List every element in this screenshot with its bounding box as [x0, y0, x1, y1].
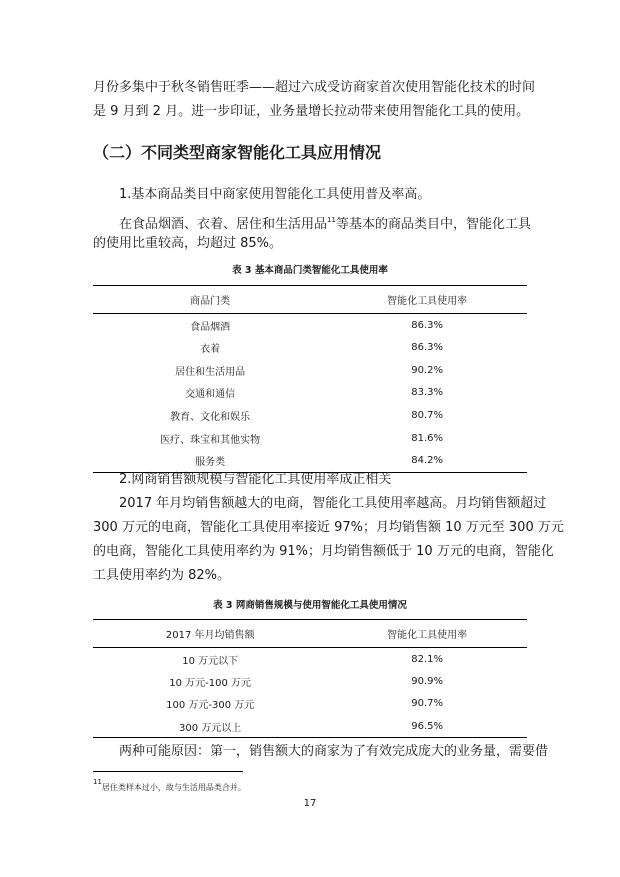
category-cell: 10 万元以下 — [182, 655, 239, 667]
paragraph-line: 两种可能原因：第一，销售额大的商家为了有效完成庞大的业务量，需要借 — [119, 744, 549, 759]
rate-cell: 90.9% — [411, 675, 444, 687]
table-row — [93, 404, 527, 427]
category-cell: 教育、文化和娱乐 — [170, 412, 251, 424]
rate-cell: 90.2% — [411, 364, 444, 376]
footnote-divider — [93, 771, 243, 772]
rate-cell: 90.7% — [411, 698, 444, 710]
rate-cell: 86.3% — [411, 319, 444, 331]
category-cell: 衣着 — [200, 344, 221, 356]
paragraph-text: 在食品烟酒、衣着、居住和生活用品 — [119, 217, 328, 232]
table-row — [93, 693, 527, 716]
paragraph-line: 月份多集中于秋冬销售旺季——超过六成受访商家首次使用智能化技术的时间 — [93, 80, 536, 95]
table-caption-1: 表 3 基本商品门类智能化工具使用率 — [232, 265, 388, 276]
table-row — [93, 382, 527, 405]
rate-cell: 86.3% — [411, 342, 444, 354]
category-cell: 居住和生活用品 — [175, 366, 246, 378]
table-caption-2: 表 3 网商销售规模与使用智能化工具使用情况 — [213, 600, 407, 611]
category-cell: 10 万元-100 万元 — [169, 677, 252, 689]
table-row — [93, 427, 527, 450]
category-cell: 100 万元-300 万元 — [166, 700, 255, 712]
category-cell: 300 万元以上 — [179, 722, 242, 734]
category-cell: 服务类 — [195, 457, 226, 469]
rate-cell: 82.1% — [411, 653, 444, 665]
category-cell: 医疗、珠宝和其他实物 — [160, 434, 261, 446]
subsection-title-1: 1.基本商品类目中商家使用智能化工具使用普及率高。 — [119, 187, 431, 202]
table-row — [93, 359, 527, 382]
table-row — [93, 336, 527, 359]
footnote-marker: 11 — [93, 778, 102, 786]
paragraph-line: 的使用比重较高，均超过 85%。 — [93, 236, 283, 251]
table-category-usage — [93, 285, 527, 473]
section-heading: （二）不同类型商家智能化工具应用情况 — [93, 143, 382, 162]
footnote — [93, 778, 246, 793]
table-header-row — [93, 620, 527, 648]
table-header-row — [93, 286, 527, 314]
rate-cell: 81.6% — [411, 432, 444, 444]
paragraph-line: 工具使用率约为 82%。 — [93, 568, 231, 583]
column-header: 商品门类 — [190, 296, 231, 307]
paragraph-line: 300 万元的电商，智能化工具使用率接近 97%；月均销售额 10 万元至 300 万元 — [93, 520, 564, 535]
category-cell: 交通和通信 — [185, 389, 236, 401]
table-row — [93, 670, 527, 693]
column-header: 2017 年月均销售额 — [165, 630, 255, 641]
category-cell: 食品烟酒 — [190, 321, 231, 333]
table-sales-scale-usage — [93, 619, 527, 738]
footnote-reference: 11 — [327, 216, 336, 224]
rate-cell: 80.7% — [411, 410, 444, 422]
rate-cell: 96.5% — [411, 720, 444, 732]
footnote-text: 居住类样本过小，故与生活用品类合并。 — [101, 783, 246, 792]
table-row — [93, 715, 527, 738]
table-body — [93, 314, 527, 473]
subsection-title-2: 2.网商销售额规模与智能化工具使用率成正相关 — [119, 472, 392, 487]
table-body — [93, 648, 527, 738]
page-number: 17 — [303, 798, 317, 809]
table-row — [93, 314, 527, 337]
column-header: 智能化工具使用率 — [387, 296, 468, 307]
paragraph-text: 等基本的商品类目中，智能化工具 — [335, 217, 531, 232]
paragraph-line: 的电商，智能化工具使用率约为 91%；月均销售额低于 10 万元的电商，智能化 — [93, 544, 554, 559]
rate-cell: 84.2% — [411, 455, 444, 467]
column-header: 智能化工具使用率 — [387, 630, 468, 641]
rate-cell: 83.3% — [411, 387, 444, 399]
paragraph-line: 是 9 月到 2 月。进一步印证，业务量增长拉动带来使用智能化工具的使用。 — [93, 104, 530, 119]
table-row — [93, 648, 527, 671]
paragraph-line: 2017 年月均销售额越大的电商，智能化工具使用率越高。月均销售额超过 — [119, 496, 547, 511]
